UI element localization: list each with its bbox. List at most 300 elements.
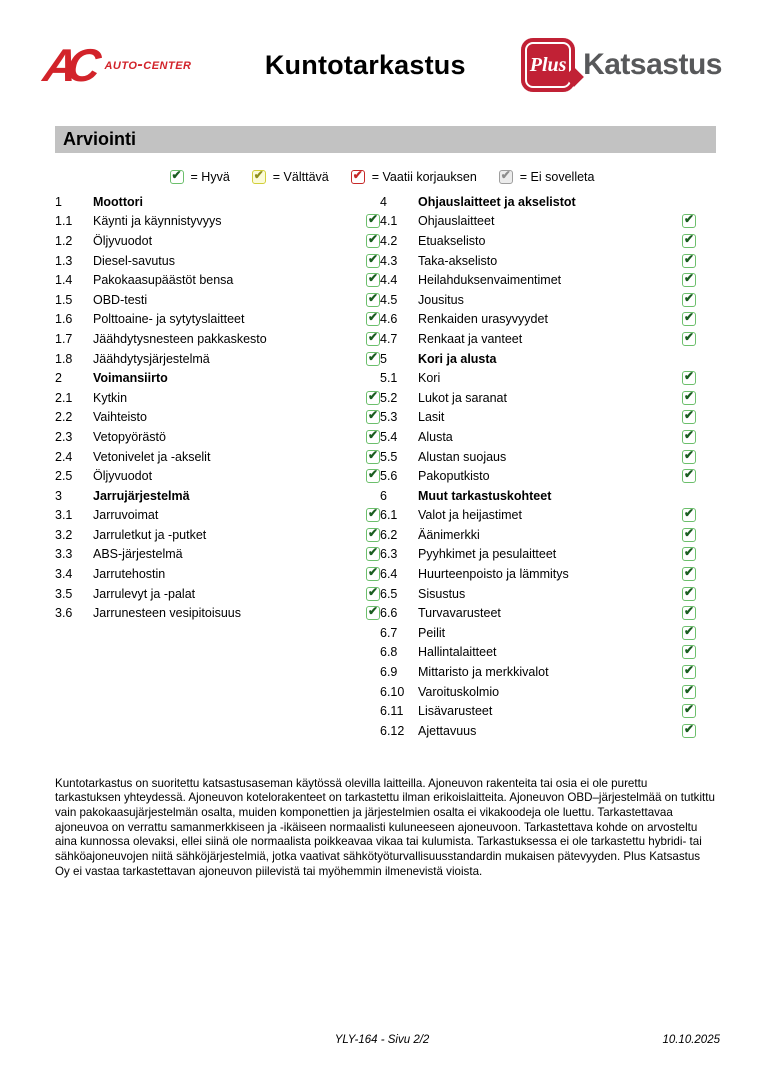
item-number: 5.4 xyxy=(380,429,398,444)
item-number: 3.5 xyxy=(55,586,73,601)
item-number: 4.3 xyxy=(380,253,398,268)
checklist-row xyxy=(55,506,380,526)
item-number: 4.1 xyxy=(380,214,398,229)
status-cell xyxy=(678,469,696,483)
checkmark-glyph: ✔ xyxy=(367,329,379,344)
checklist-row xyxy=(55,212,380,232)
checklist-row xyxy=(380,721,716,741)
checkmark-glyph: ✔ xyxy=(367,251,379,266)
checklist-row xyxy=(380,388,716,408)
status-checkbox-good-icon xyxy=(682,329,696,346)
item-number: 4.6 xyxy=(380,312,398,327)
item-number: 1.8 xyxy=(55,351,73,366)
status-checkbox-good-icon xyxy=(682,508,696,522)
section-title: Ohjauslaitteet ja akselistot xyxy=(418,194,576,209)
status-checkbox-good-icon xyxy=(366,447,380,464)
item-label: Kytkin xyxy=(93,390,128,405)
item-label: Turvavarusteet xyxy=(418,606,501,621)
checklist-row xyxy=(55,447,380,467)
status-checkbox-good-icon xyxy=(366,388,380,405)
item-number: 1.3 xyxy=(55,253,73,268)
checklist-row xyxy=(55,349,380,369)
checkmark-glyph: ✔ xyxy=(367,604,379,619)
checklist-row xyxy=(55,251,380,271)
checklist-row xyxy=(380,623,716,643)
item-number: 3.3 xyxy=(55,547,73,562)
checklist-row xyxy=(55,584,380,604)
status-cell xyxy=(362,447,380,464)
item-label: Valot ja heijastimet xyxy=(418,508,522,523)
item-label: Jarrulevyt ja -palat xyxy=(93,586,196,601)
status-cell xyxy=(678,290,696,307)
status-cell xyxy=(678,329,696,346)
item-number: 6.7 xyxy=(380,625,398,640)
legend-label: = Hyvä xyxy=(190,170,230,184)
status-checkbox-good-icon xyxy=(366,273,380,287)
status-checkbox-good-icon xyxy=(682,606,696,620)
checklist-row xyxy=(55,329,380,349)
item-number: 4.2 xyxy=(380,233,398,248)
status-checkbox-good-icon xyxy=(682,251,696,268)
item-label: Etuakselisto xyxy=(418,233,486,248)
status-checkbox-good-icon xyxy=(682,567,696,581)
item-label: Jäähdytysjärjestelmä xyxy=(93,351,210,366)
status-cell xyxy=(362,525,380,542)
status-cell xyxy=(362,606,380,620)
legend-item-good xyxy=(170,170,230,184)
checklist-row xyxy=(380,584,716,604)
checkmark-glyph: ✔ xyxy=(367,467,379,482)
item-number: 2 xyxy=(55,371,62,386)
checkmark-glyph: ✔ xyxy=(367,584,379,599)
checkmark-glyph: ✔ xyxy=(683,545,695,560)
item-label: Ajettavuus xyxy=(418,723,477,738)
item-label: Öljyvuodot xyxy=(93,469,153,484)
status-checkbox-good-icon xyxy=(682,312,696,326)
item-label: Vetonivelet ja -akselit xyxy=(93,449,211,464)
checklist-row xyxy=(380,682,716,702)
item-label: Alustan suojaus xyxy=(418,449,507,464)
item-label: Pakoputkisto xyxy=(418,469,490,484)
status-checkbox-good-icon xyxy=(170,170,184,184)
checklist-row xyxy=(380,525,716,545)
checkmark-glyph: ✔ xyxy=(367,212,379,227)
item-number: 3 xyxy=(55,488,62,503)
item-number: 6.8 xyxy=(380,645,398,660)
checklist-row xyxy=(380,506,716,526)
checkmark-glyph: ✔ xyxy=(683,467,695,482)
item-label: Sisustus xyxy=(418,586,466,601)
status-checkbox-repair-icon xyxy=(351,170,365,184)
status-checkbox-good-icon xyxy=(682,273,696,287)
status-checkbox-good-icon xyxy=(366,567,380,581)
auto-center-logo xyxy=(40,39,192,91)
checklist-row xyxy=(380,329,716,349)
item-label: Jarruvoimat xyxy=(93,508,159,523)
status-checkbox-good-icon xyxy=(682,682,696,699)
status-checkbox-good-icon xyxy=(682,525,696,542)
checkmark-glyph: ✔ xyxy=(683,604,695,619)
status-cell xyxy=(362,547,380,561)
legend-item-fair xyxy=(252,170,329,184)
status-cell xyxy=(362,231,380,248)
status-cell xyxy=(678,623,696,640)
item-label: Vaihteisto xyxy=(93,410,147,425)
item-label: Jarrunesteen vesipitoisuus xyxy=(93,606,241,621)
section-header-row xyxy=(55,486,380,506)
section-header-row xyxy=(380,349,716,369)
section-title: Muut tarkastuskohteet xyxy=(418,488,552,503)
checklist-row xyxy=(380,290,716,310)
item-number: 6.6 xyxy=(380,606,398,621)
item-label: Vetopyörästö xyxy=(93,429,166,444)
checkmark-glyph: ✔ xyxy=(683,408,695,423)
item-label: Alusta xyxy=(418,429,453,444)
section-title: Voimansiirto xyxy=(93,371,168,386)
checklist-row xyxy=(55,270,380,290)
checkmark-glyph: ✔ xyxy=(683,310,695,325)
item-label: Äänimerkki xyxy=(418,527,480,542)
checklist-row xyxy=(380,643,716,663)
checklist-row xyxy=(380,251,716,271)
status-checkbox-good-icon xyxy=(366,290,380,307)
status-cell xyxy=(678,606,696,620)
item-number: 1.5 xyxy=(55,292,73,307)
item-label: Jousitus xyxy=(418,292,464,307)
section-title: Jarrujärjestelmä xyxy=(93,488,190,503)
checklist-row xyxy=(380,270,716,290)
section-title: Kori ja alusta xyxy=(418,351,497,366)
item-number: 6.10 xyxy=(380,684,405,699)
status-checkbox-good-icon xyxy=(366,508,380,522)
item-number: 6.3 xyxy=(380,547,398,562)
item-label: Pyyhkimet ja pesulaitteet xyxy=(418,547,557,562)
status-checkbox-na-icon xyxy=(499,170,513,184)
item-number: 1 xyxy=(55,194,62,209)
section-title: Moottori xyxy=(93,194,143,209)
disclaimer-text: Kuntotarkastus on suoritettu katsastusaseman käytössä olevilla laitteilla. Ajoneuvon rakenteita tai osia ei ole purettu tarkastuksen yhteydessä. Ajoneuvon kotelorakenteet on tarkastettu ilman erikoislaitteita. Ajoneuvon OBD–järjestelmää on tutkittu vain pakokaasujärjestelmän osalta, muiden komponettien ja järjestelmien osalta ei vikakoodeja ole luettu. Tarkastettavaa ajoneuvoa on verrattu samanmerkkiseen ja -ikäiseen normaalisti kuluneeseen ajoneuvoon. Tarkastettava kohde on arvosteltu aina kunnossa olevaksi, ellei siinä ole normaalista poikkeavaa vikaa tai kulumista. Tarkastuksessa ei ole tarkastettu hybridi- tai sähköajoneuvojen niitä sähköjärjestelmiä, jotka vaativat sähkötyöturvallisuusstandardin mukaisen pätevyyden. Plus Katsastus Oy ei vastaa tarkastettavan ajoneuvon piilevistä tai myöhemmin ilmenevistä vioista. xyxy=(55,776,715,878)
status-checkbox-good-icon xyxy=(682,214,696,228)
checkmark-glyph: ✔ xyxy=(253,168,264,182)
checkmark-glyph: ✔ xyxy=(683,212,695,227)
item-number: 5.5 xyxy=(380,449,398,464)
item-number: 2.2 xyxy=(55,410,73,425)
status-checkbox-good-icon xyxy=(366,525,380,542)
status-checkbox-good-icon xyxy=(682,665,696,679)
legend-label: = Välttävä xyxy=(272,170,329,184)
checkmark-glyph: ✔ xyxy=(683,369,695,384)
status-cell xyxy=(362,312,380,326)
checkmark-glyph: ✔ xyxy=(683,427,695,442)
status-cell xyxy=(362,567,380,581)
section-header-row xyxy=(55,192,380,212)
status-checkbox-good-icon xyxy=(366,410,380,424)
status-checkbox-good-icon xyxy=(682,427,696,444)
item-number: 2.1 xyxy=(55,390,73,405)
status-cell xyxy=(362,349,380,366)
item-label: Jäähdytysnesteen pakkaskesto xyxy=(93,331,267,346)
status-checkbox-good-icon xyxy=(682,290,696,307)
status-cell xyxy=(678,547,696,561)
item-number: 1.4 xyxy=(55,273,73,288)
checkmark-glyph: ✔ xyxy=(683,663,695,678)
item-number: 4.5 xyxy=(380,292,398,307)
checklist-row xyxy=(380,231,716,251)
item-number: 2.3 xyxy=(55,429,73,444)
checkmark-glyph: ✔ xyxy=(367,447,379,462)
checkmark-glyph: ✔ xyxy=(683,506,695,521)
status-cell xyxy=(362,469,380,483)
auto-center-logo-text: auto-center xyxy=(104,56,192,73)
plus-katsastus-logo xyxy=(521,38,722,92)
checkmark-glyph: ✔ xyxy=(683,388,695,403)
item-label: Lukot ja saranat xyxy=(418,390,507,405)
status-checkbox-good-icon xyxy=(682,410,696,424)
checklist-row xyxy=(380,447,716,467)
checkmark-glyph: ✔ xyxy=(367,525,379,540)
checkmark-glyph: ✔ xyxy=(367,388,379,403)
status-checkbox-good-icon xyxy=(366,312,380,326)
checklist-row xyxy=(380,212,716,232)
header xyxy=(0,0,764,92)
checkmark-glyph: ✔ xyxy=(367,565,379,580)
status-cell xyxy=(678,427,696,444)
checkmark-glyph: ✔ xyxy=(500,168,511,182)
checklist-row xyxy=(380,662,716,682)
item-label: OBD-testi xyxy=(93,292,148,307)
item-label: ABS-järjestelmä xyxy=(93,547,183,562)
item-number: 1.6 xyxy=(55,312,73,327)
checkmark-glyph: ✔ xyxy=(683,525,695,540)
item-number: 2.4 xyxy=(55,449,73,464)
status-cell xyxy=(678,721,696,738)
item-number: 2.5 xyxy=(55,469,73,484)
item-number: 3.4 xyxy=(55,567,73,582)
item-label: Jarrutehostin xyxy=(93,567,166,582)
status-cell xyxy=(678,251,696,268)
status-checkbox-good-icon xyxy=(682,584,696,601)
status-cell xyxy=(678,508,696,522)
status-cell xyxy=(678,447,696,464)
legend xyxy=(0,170,764,184)
checkmark-glyph: ✔ xyxy=(367,310,379,325)
legend-item-na xyxy=(499,170,595,184)
plus-badge-text: Plus xyxy=(529,53,567,76)
status-cell xyxy=(678,645,696,659)
item-label: Ohjauslaitteet xyxy=(418,214,495,229)
status-cell xyxy=(678,682,696,699)
status-cell xyxy=(362,214,380,228)
status-checkbox-good-icon xyxy=(366,469,380,483)
page-footer-reference: YLY-164 - Sivu 2/2 xyxy=(334,1034,430,1046)
status-cell xyxy=(678,665,696,679)
item-number: 1.2 xyxy=(55,233,73,248)
item-label: Renkaiden urasyvyydet xyxy=(418,312,548,327)
status-cell xyxy=(362,410,380,424)
status-checkbox-good-icon xyxy=(682,371,696,385)
section-bar xyxy=(55,126,716,153)
checklist-row xyxy=(55,388,380,408)
status-cell xyxy=(678,371,696,385)
item-number: 4.7 xyxy=(380,331,398,346)
item-number: 4.4 xyxy=(380,273,398,288)
status-cell xyxy=(362,290,380,307)
checklist-row xyxy=(380,545,716,565)
status-cell xyxy=(362,584,380,601)
status-cell xyxy=(678,231,696,248)
checklist-row xyxy=(55,310,380,330)
checkmark-glyph: ✔ xyxy=(683,231,695,246)
status-cell xyxy=(362,273,380,287)
status-checkbox-good-icon xyxy=(682,469,696,483)
status-checkbox-good-icon xyxy=(682,547,696,561)
checkmark-glyph: ✔ xyxy=(367,290,379,305)
status-cell xyxy=(362,427,380,444)
checkmark-glyph: ✔ xyxy=(352,168,363,182)
status-checkbox-good-icon xyxy=(682,645,696,659)
status-cell xyxy=(362,251,380,268)
checkmark-glyph: ✔ xyxy=(683,329,695,344)
status-cell xyxy=(678,273,696,287)
checkmark-glyph: ✔ xyxy=(683,271,695,286)
status-checkbox-good-icon xyxy=(366,231,380,248)
checklist-row xyxy=(380,310,716,330)
item-label: Huurteenpoisto ja lämmitys xyxy=(418,567,569,582)
checklist xyxy=(0,184,764,741)
plus-badge-tail xyxy=(564,67,584,87)
item-label: Diesel-savutus xyxy=(93,253,175,268)
section-header-row xyxy=(55,368,380,388)
checkmark-glyph: ✔ xyxy=(683,721,695,736)
section-header-row xyxy=(380,486,716,506)
item-label: Renkaat ja vanteet xyxy=(418,331,523,346)
item-number: 4 xyxy=(380,194,387,209)
checklist-row xyxy=(55,545,380,565)
item-number: 6.1 xyxy=(380,508,398,523)
checkmark-glyph: ✔ xyxy=(367,349,379,364)
status-checkbox-good-icon xyxy=(366,251,380,268)
status-checkbox-good-icon xyxy=(366,214,380,228)
section-header-row xyxy=(380,192,716,212)
page-footer-date: 10.10.2025 xyxy=(662,1034,720,1046)
item-number: 1.1 xyxy=(55,214,73,229)
item-number: 5.1 xyxy=(380,371,398,386)
legend-label: = Ei sovelleta xyxy=(519,170,595,184)
item-label: Mittaristo ja merkkivalot xyxy=(418,665,549,680)
auto-center-monogram-icon: AC xyxy=(40,39,95,91)
item-number: 6.2 xyxy=(380,527,398,542)
checkmark-glyph: ✔ xyxy=(367,506,379,521)
status-checkbox-fair-icon xyxy=(252,170,266,184)
item-label: Käynti ja käynnistyvyys xyxy=(93,214,222,229)
item-label: Heilahduksenvaimentimet xyxy=(418,273,562,288)
status-cell xyxy=(678,410,696,424)
status-cell xyxy=(678,388,696,405)
item-label: Hallintalaitteet xyxy=(418,645,497,660)
item-label: Pakokaasupäästöt bensa xyxy=(93,273,234,288)
status-cell xyxy=(678,214,696,228)
status-checkbox-good-icon xyxy=(366,329,380,346)
item-label: Jarruletkut ja -putket xyxy=(93,527,207,542)
status-checkbox-good-icon xyxy=(682,623,696,640)
checkmark-glyph: ✔ xyxy=(683,565,695,580)
item-number: 3.1 xyxy=(55,508,73,523)
checklist-row xyxy=(55,603,380,623)
item-label: Kori xyxy=(418,371,441,386)
status-cell xyxy=(678,312,696,326)
item-label: Taka-akselisto xyxy=(418,253,498,268)
item-number: 5 xyxy=(380,351,387,366)
status-cell xyxy=(678,704,696,718)
checkmark-glyph: ✔ xyxy=(683,643,695,658)
status-cell xyxy=(678,567,696,581)
item-number: 6.9 xyxy=(380,665,398,680)
item-number: 6.12 xyxy=(380,723,405,738)
item-number: 5.6 xyxy=(380,469,398,484)
plus-badge-icon xyxy=(521,38,575,92)
status-cell xyxy=(678,525,696,542)
checklist-row xyxy=(380,603,716,623)
item-label: Lasit xyxy=(418,410,445,425)
status-cell xyxy=(362,388,380,405)
item-label: Polttoaine- ja sytytyslaitteet xyxy=(93,312,245,327)
checkmark-glyph: ✔ xyxy=(683,447,695,462)
checklist-row xyxy=(55,427,380,447)
checklist-row xyxy=(380,408,716,428)
checklist-row xyxy=(380,466,716,486)
item-number: 6.5 xyxy=(380,586,398,601)
page-title: Kuntotarkastus xyxy=(264,49,466,80)
checklist-column-right xyxy=(380,192,716,741)
status-cell xyxy=(678,584,696,601)
section-bar-title: Arviointi xyxy=(63,129,137,149)
checklist-row xyxy=(55,408,380,428)
status-checkbox-good-icon xyxy=(682,447,696,464)
checkmark-glyph: ✔ xyxy=(683,702,695,717)
item-label: Öljyvuodot xyxy=(93,233,153,248)
legend-label: = Vaatii korjauksen xyxy=(371,170,477,184)
status-checkbox-good-icon xyxy=(366,427,380,444)
checklist-row xyxy=(55,231,380,251)
checklist-row xyxy=(380,368,716,388)
checklist-column-left xyxy=(55,192,380,623)
checklist-row xyxy=(55,564,380,584)
item-number: 6 xyxy=(380,488,387,503)
checkmark-glyph: ✔ xyxy=(683,682,695,697)
status-checkbox-good-icon xyxy=(682,231,696,248)
checkmark-glyph: ✔ xyxy=(367,231,379,246)
legend-item-repair xyxy=(351,170,477,184)
checklist-row xyxy=(380,701,716,721)
item-label: Lisävarusteet xyxy=(418,704,493,719)
status-checkbox-good-icon xyxy=(366,349,380,366)
checkmark-glyph: ✔ xyxy=(367,545,379,560)
checklist-row xyxy=(55,466,380,486)
status-checkbox-good-icon xyxy=(682,704,696,718)
status-cell xyxy=(362,329,380,346)
checklist-row xyxy=(380,564,716,584)
item-number: 3.2 xyxy=(55,527,73,542)
checkmark-glyph: ✔ xyxy=(367,271,379,286)
status-cell xyxy=(362,508,380,522)
checklist-row xyxy=(55,525,380,545)
item-number: 5.3 xyxy=(380,410,398,425)
item-number: 3.6 xyxy=(55,606,73,621)
item-label: Varoituskolmio xyxy=(418,684,500,699)
item-label: Peilit xyxy=(418,625,446,640)
item-number: 6.11 xyxy=(380,704,404,719)
checklist-row xyxy=(380,427,716,447)
